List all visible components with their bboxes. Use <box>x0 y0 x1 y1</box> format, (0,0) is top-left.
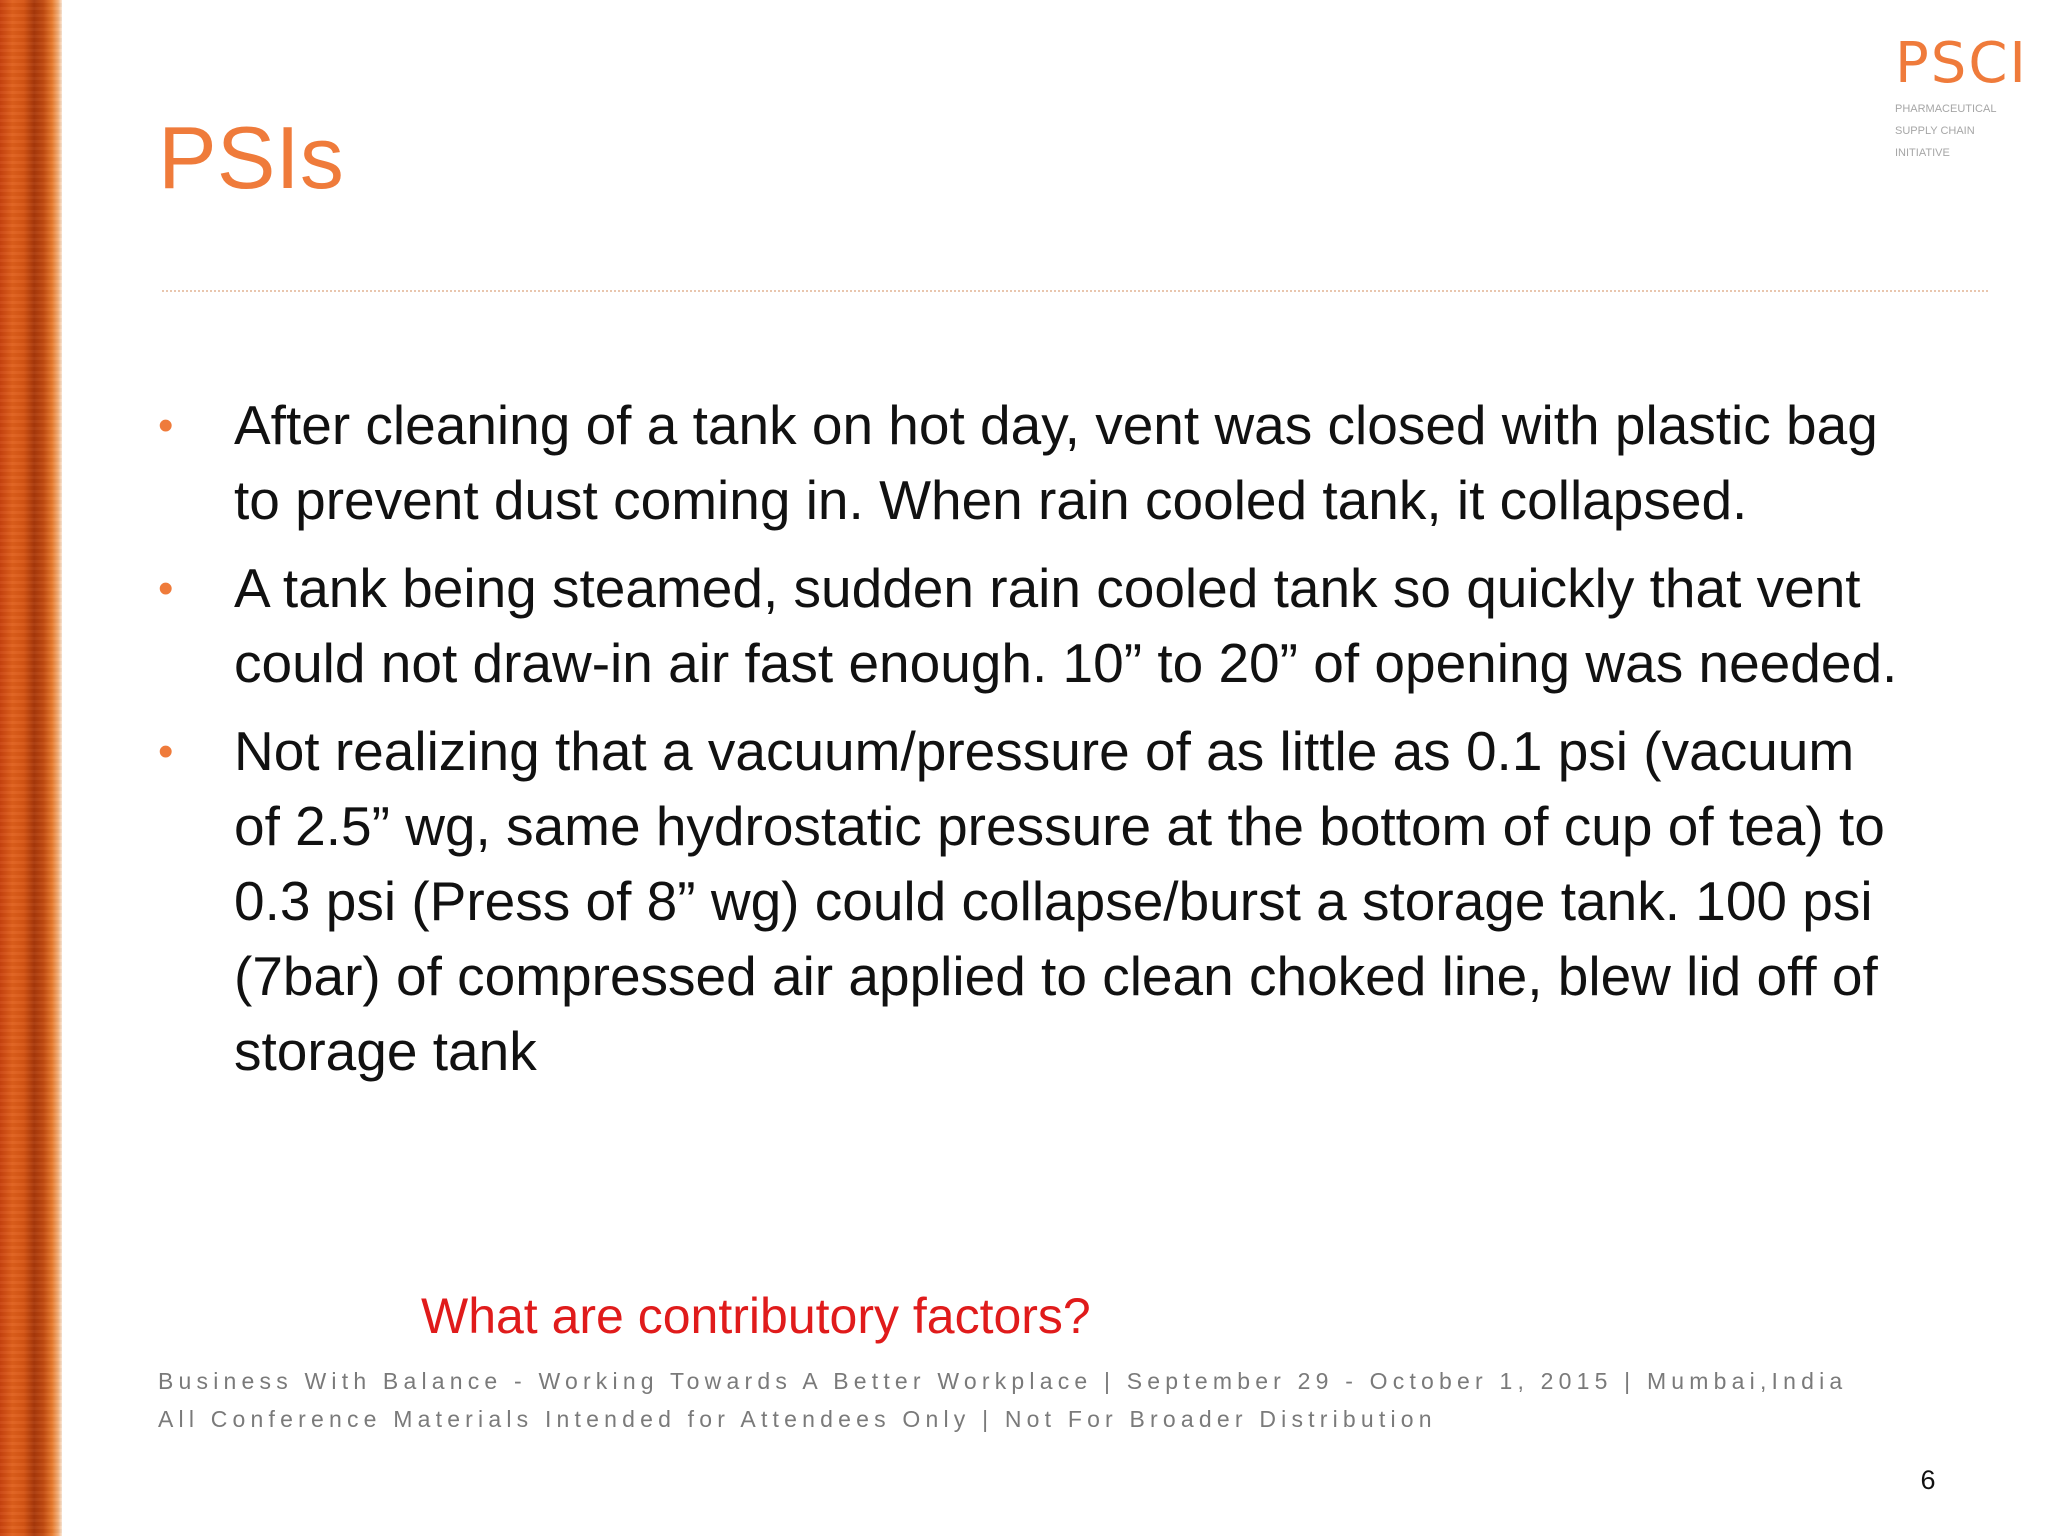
bullet-list <box>158 388 1898 1102</box>
logo-tagline-line: PHARMACEUTICAL <box>1895 103 1997 115</box>
bullet-text: Not realizing that a vacuum/pressure of as little as 0.1 psi (vacuum of 2.5” wg, same hydrostatic pressure at the bottom of cup of tea) to 0.3 psi (Press of 8” wg) could collapse/burst a storage tank. 100 psi (7bar) of compressed air applied to clean choked line, blew lid off of storage tank <box>234 720 1885 1082</box>
bullet-item <box>158 551 1898 701</box>
page-number: 6 <box>1920 1465 1936 1495</box>
discussion-question: What are contributory factors? <box>421 1288 1091 1344</box>
footer-line-disclaimer: All Conference Materials Intended for Attendees Only | Not For Broader Distribution <box>158 1406 1437 1432</box>
logo-tagline-line: SUPPLY CHAIN <box>1895 125 1975 137</box>
logo-tagline <box>1895 98 2025 164</box>
bullet-text: A tank being steamed, sudden rain cooled tank so quickly that vent could not draw-in air fast enough. 10” to 20” of opening was needed. <box>234 557 1898 694</box>
footer-line-event: Business With Balance - Working Towards A Better Workplace | September 29 - October 1, 2015 | Mumbai,India <box>158 1368 1848 1394</box>
decorative-side-band <box>0 0 62 1536</box>
footer <box>158 1362 1847 1438</box>
bullet-dot-icon: • <box>158 401 174 450</box>
bullet-dot-icon: • <box>158 727 174 776</box>
bullet-item <box>158 714 1898 1089</box>
logo-mark: PSCI <box>1895 31 2028 96</box>
slide-title: PSIs <box>158 108 344 207</box>
bullet-dot-icon: • <box>158 564 174 613</box>
bullet-item <box>158 388 1898 538</box>
psci-logo <box>1895 31 2028 174</box>
bullet-text: After cleaning of a tank on hot day, vent was closed with plastic bag to prevent dust coming in. When rain cooled tank, it collapsed. <box>234 394 1878 531</box>
logo-tagline-line: INITIATIVE <box>1895 147 1950 159</box>
title-divider <box>162 290 1988 292</box>
